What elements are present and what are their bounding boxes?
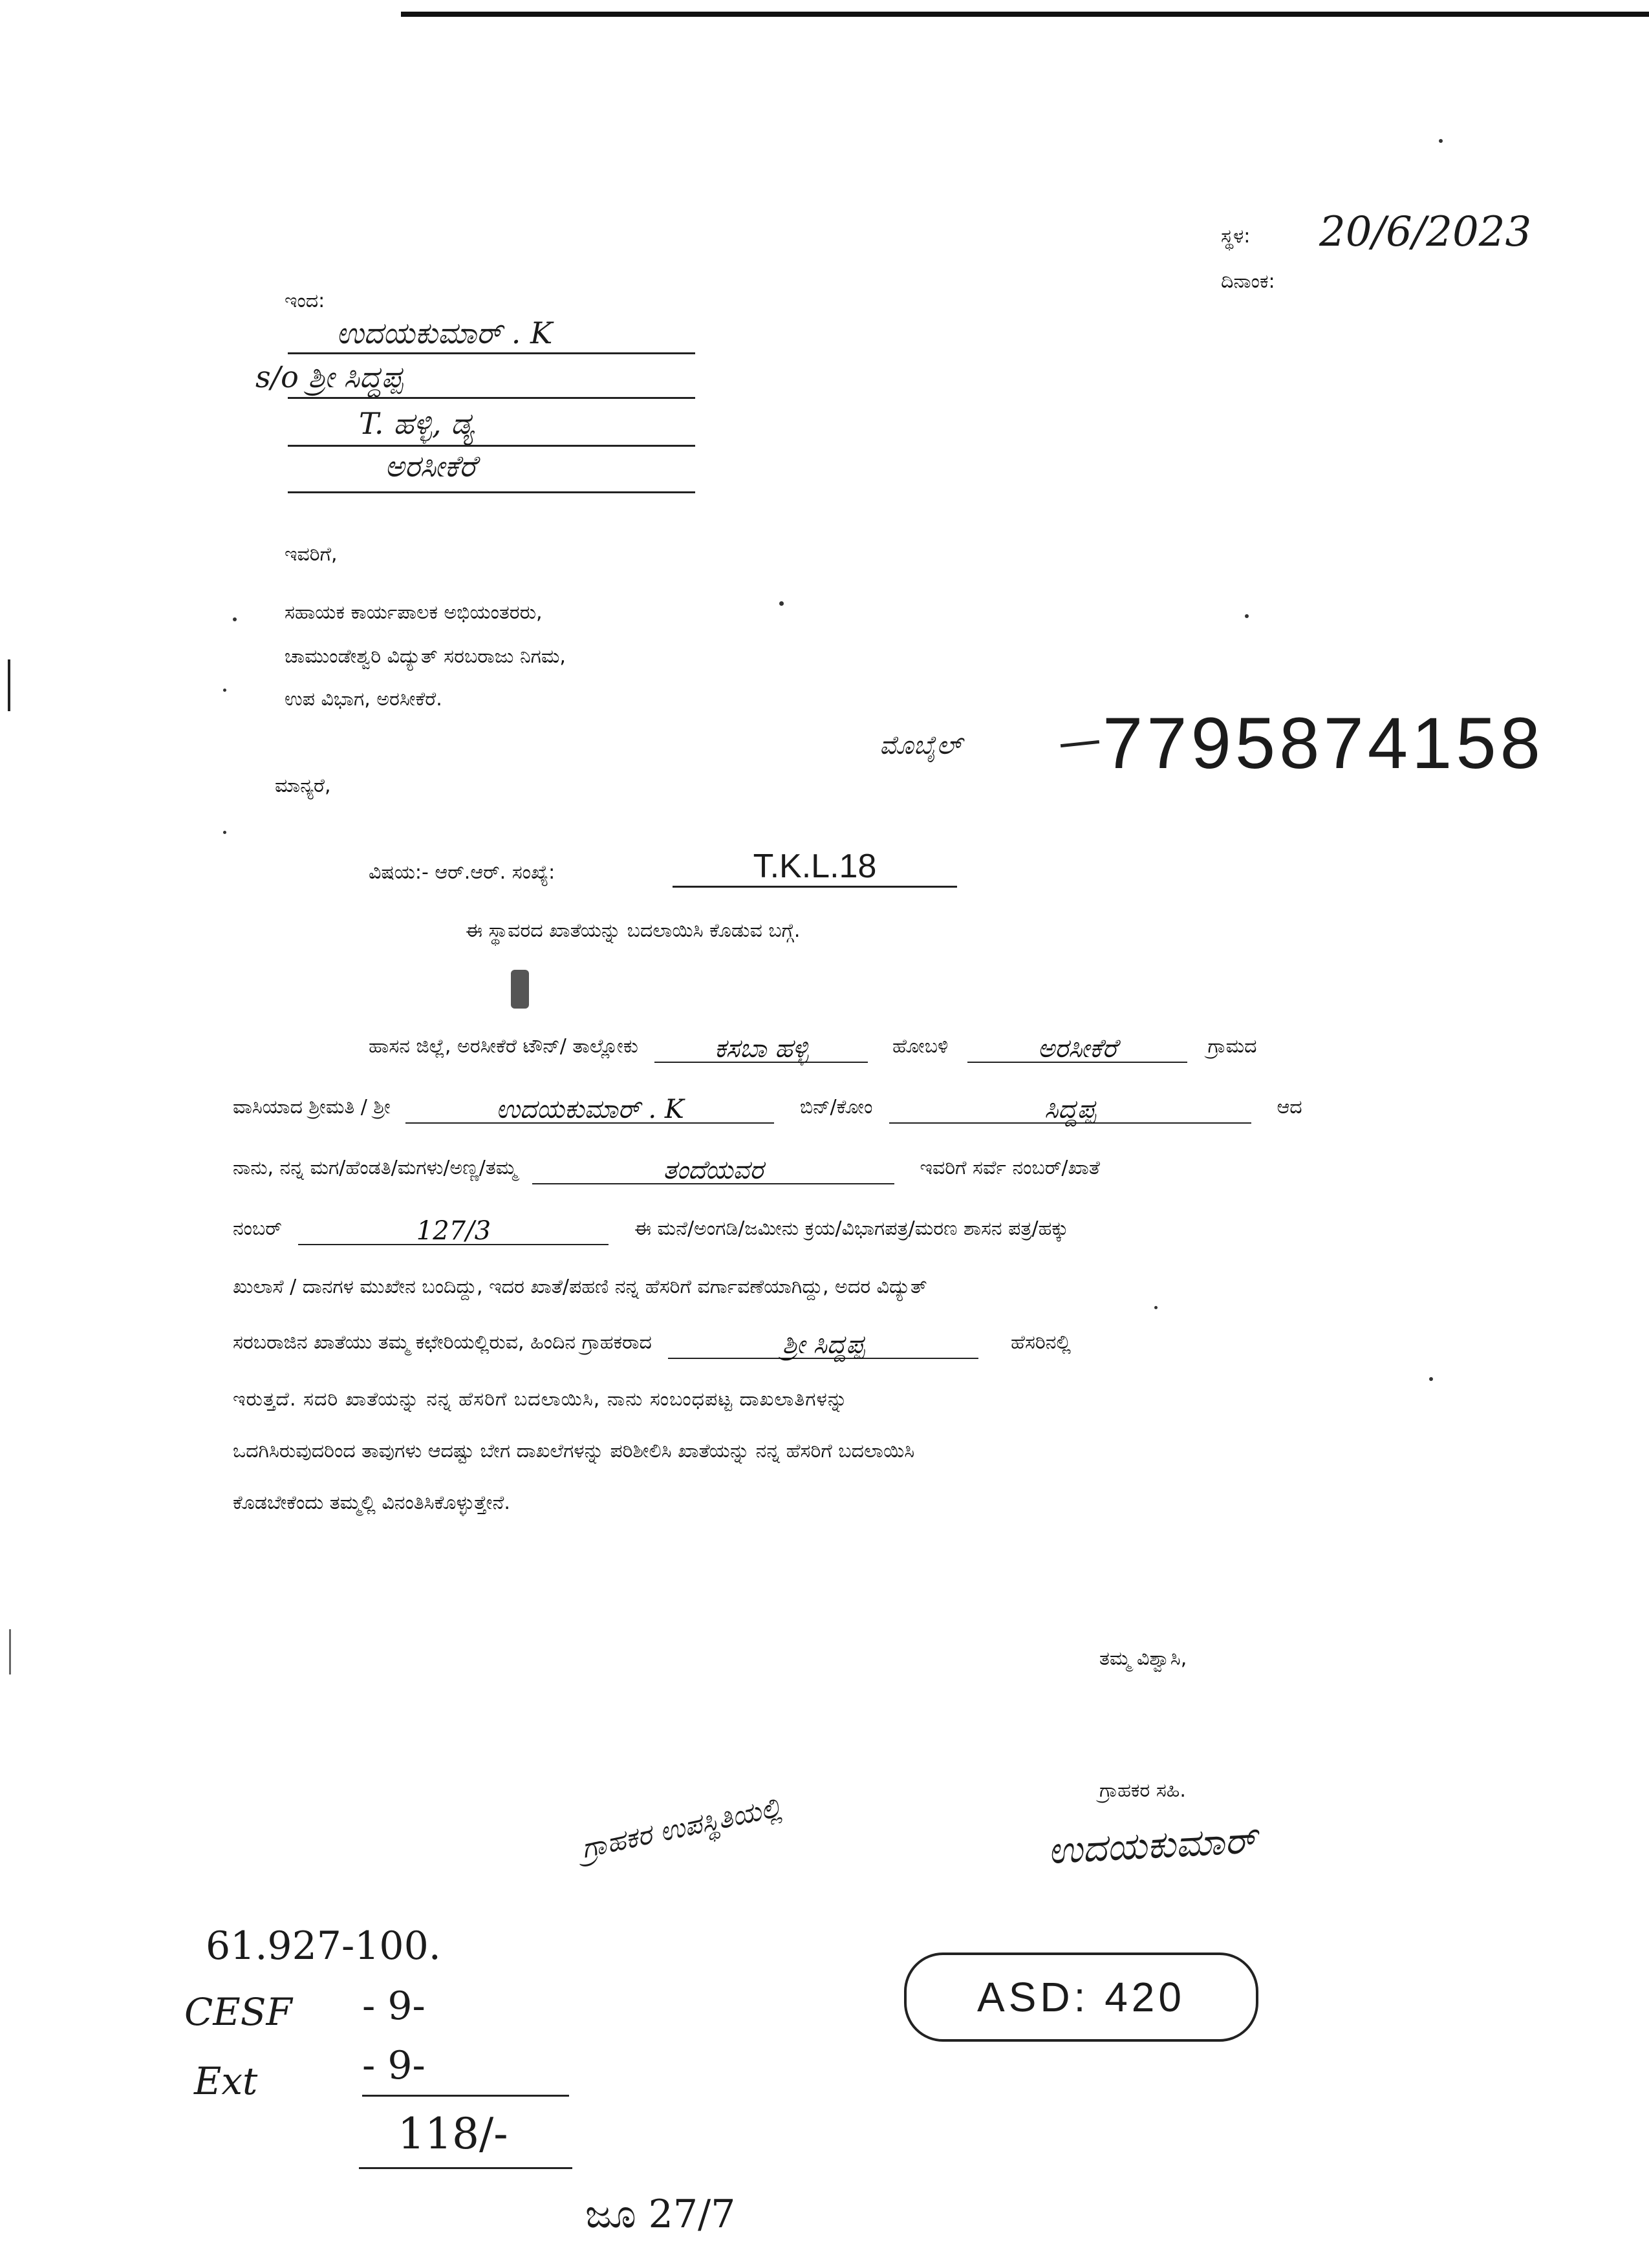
- body-line-6: [233, 1327, 1481, 1359]
- date-value: 20/6/2023: [1319, 208, 1532, 256]
- body-l3-a: ನಾನು, ನನ್ನ ಮಗ/ಹೆಂಡತಿ/ಮಗಳು/ಅಣ್ಣ/ತಮ್ಮ: [233, 1157, 517, 1179]
- rr-number: T.K.L.18: [753, 848, 877, 885]
- from-label: ಇಂದ:: [285, 290, 325, 312]
- body-l1-a: ಹಾಸನ ಜಿಲ್ಲೆ, ಅರಸೀಕೆರೆ ಟೌನ್/ ತಾಲ್ಲೋಕು: [369, 1035, 638, 1058]
- fill-hobli: ಅರಸೀಕೆರೆ: [967, 1036, 1187, 1063]
- closing: ತಮ್ಮ ವಿಶ್ವಾಸಿ,: [1099, 1647, 1187, 1670]
- customer-signature: ಉದಯಕುಮಾರ್: [1046, 1817, 1258, 1873]
- body-l3-b: ಇವರಿಗೆ ಸರ್ವೆ ನಂಬರ್/ಖಾತೆ: [920, 1157, 1100, 1179]
- body-line-8: ಒದಗಿಸಿರುವುದರಿಂದ ತಾವುಗಳು ಆದಷ್ಟು ಬೇಗ ದಾಖಲೆಗಳನ್ನು ಪರಿಶೀಲಿಸಿ ಖಾತೆಯನ್ನು ನನ್ನ ಹೆಸರಿಗೆ ಬದಲಾಯಿಸಿ: [233, 1440, 915, 1462]
- body-l1-b: ಹೋಬಳಿ: [892, 1035, 949, 1058]
- body-line-2: [233, 1091, 1481, 1124]
- scan-speck: [511, 970, 529, 1009]
- to-line-2: ಚಾಮುಂಡೇಶ್ವರಿ ವಿದ್ಯುತ್ ಸರಬರಾಜು ನಿಗಮ,: [285, 645, 566, 668]
- calc-line-1: 61.927-100.: [206, 1923, 441, 1969]
- fill-relation: ತಂದೆಯವರ: [532, 1157, 894, 1184]
- phone-prefix: ಮೊಬೈಲ್: [879, 731, 962, 760]
- body-l2-b: ಬಿನ್/ಕೋಂ: [799, 1096, 873, 1118]
- body-l4-b: ಈ ಮನೆ/ಅಂಗಡಿ/ಜಮೀನು ಕ್ರಯ/ವಿಭಾಗಪತ್ರ/ಮರಣ ಶಾಸನ ಪತ್ರ/ಹಕ್ಕು: [634, 1217, 1069, 1240]
- handwritten-note-1: ಗ್ರಾಹಕರ ಉಪಸ್ಥಿತಿಯಲ್ಲಿ: [578, 1791, 784, 1865]
- calc-total-rule: [362, 2095, 569, 2097]
- scan-speck: [779, 601, 784, 606]
- calc-line-3-value: - 9-: [362, 2043, 426, 2088]
- fill-previous-consumer: ಶ್ರೀ ಸಿದ್ದಪ್ಪ: [668, 1332, 978, 1359]
- to-label: ಇವರಿಗೆ,: [285, 543, 338, 566]
- body-l4-a: ನಂಬರ್: [233, 1217, 282, 1240]
- calc-total-underline: [359, 2167, 572, 2169]
- date-label: ದಿನಾಂಕ:: [1221, 270, 1275, 293]
- phone-number: 7795874158: [1103, 703, 1544, 784]
- calc-total: 118/-: [398, 2109, 508, 2159]
- from-line-3: T. ಹಳ್ಳಿ, ಡ್ಯ: [359, 406, 474, 441]
- signature-label: ಗ್ರಾಹಕರ ಸಹಿ.: [1099, 1779, 1186, 1802]
- scan-speck: [1439, 139, 1443, 143]
- fill-taluk: ಕಸಬಾ ಹಳ್ಳಿ: [654, 1036, 868, 1063]
- fill-survey-number: 127/3: [298, 1218, 609, 1245]
- scan-edge-line: [8, 659, 10, 711]
- from-rule-1: [288, 352, 695, 354]
- calc-line-3-label: Ext: [194, 2059, 258, 2103]
- subject-label: ವಿಷಯ:- ಆರ್.ಆರ್. ಸಂಖ್ಯೆ:: [369, 861, 555, 884]
- body-line-5: ಖುಲಾಸೆ / ದಾನಗಳ ಮುಖೇನ ಬಂದಿದ್ದು, ಇದರ ಖಾತೆ/ಪಹಣಿ ನನ್ನ ಹೆಸರಿಗೆ ವರ್ಗಾವಣೆಯಾಗಿದ್ದು, ಅದರ ವಿದ್ಯುತ್: [233, 1276, 927, 1298]
- to-line-3: ಉಪ ವಿಭಾಗ, ಅರಸೀಕೆರೆ.: [285, 688, 442, 711]
- scan-speck: [1429, 1377, 1433, 1381]
- body-line-1: [233, 1031, 1481, 1063]
- place-label: ಸ್ಥಳ:: [1221, 225, 1251, 248]
- body-l6-a: ಸರಬರಾಜಿನ ಖಾತೆಯು ತಮ್ಮ ಕಛೇರಿಯಲ್ಲಿರುವ, ಹಿಂದಿನ ಗ್ರಾಹಕರಾದ: [233, 1331, 652, 1354]
- subject-line-2: ಈ ಸ್ಥಾವರದ ಖಾತೆಯನ್ನು ಬದಲಾಯಿಸಿ ಕೊಡುವ ಬಗ್ಗೆ.: [466, 919, 801, 942]
- top-border-line: [401, 12, 1649, 17]
- from-rule-4: [288, 491, 695, 493]
- scan-speck: [1154, 1306, 1158, 1309]
- from-line-4: ಅರಸೀಕೆರೆ: [385, 449, 477, 484]
- scan-edge-line-2: [9, 1629, 11, 1674]
- rr-number-field: [673, 847, 957, 888]
- body-l2-a: ವಾಸಿಯಾದ ಶ್ರೀಮತಿ / ಶ್ರೀ: [233, 1096, 391, 1118]
- asd-note: ASD: 420: [977, 1974, 1185, 2020]
- phone-dash: [1061, 740, 1099, 747]
- asd-note-box: [904, 1952, 1258, 2042]
- fill-father: ಸಿದ್ದಪ್ಪ: [889, 1097, 1251, 1124]
- calc-line-2-label: CESF: [184, 1990, 292, 2034]
- bottom-note: ಜೂ 27/7: [585, 2192, 736, 2237]
- body-line-3: [233, 1152, 1481, 1184]
- scan-speck: [223, 689, 226, 692]
- scan-speck: [233, 617, 237, 621]
- body-l2-c: ಆದ: [1277, 1096, 1302, 1118]
- body-line-4: [233, 1213, 1481, 1245]
- from-line-1: ಉದಯಕುಮಾರ್ . K: [336, 316, 553, 350]
- from-line-2: s/o ಶ್ರೀ ಸಿದ್ದಪ್ಪ: [255, 359, 403, 394]
- body-l6-b: ಹೆಸರಿನಲ್ಲಿ: [1010, 1331, 1072, 1354]
- fill-applicant: ಉದಯಕುಮಾರ್ . K: [405, 1097, 774, 1124]
- body-line-7: ಇರುತ್ತದೆ. ಸದರಿ ಖಾತೆಯನ್ನು ನನ್ನ ಹೆಸರಿಗೆ ಬದಲಾಯಿಸಿ, ನಾನು ಸಂಬಂಧಪಟ್ಟ ದಾಖಲಾತಿಗಳನ್ನು: [233, 1388, 848, 1411]
- salutation: ಮಾನ್ಯರೆ,: [275, 775, 331, 797]
- from-rule-2: [288, 397, 695, 399]
- from-rule-3: [288, 445, 695, 447]
- to-line-1: ಸಹಾಯಕ ಕಾರ್ಯಪಾಲಕ ಅಭಿಯಂತರರು,: [285, 601, 543, 624]
- scan-speck: [1245, 614, 1249, 618]
- body-l1-c: ಗ್ರಾಮದ: [1207, 1035, 1257, 1058]
- body-line-9: ಕೊಡಬೇಕೆಂದು ತಮ್ಮಲ್ಲಿ ವಿನಂತಿಸಿಕೊಳ್ಳುತ್ತೇನೆ.: [233, 1492, 510, 1514]
- scan-speck: [223, 831, 226, 834]
- calc-line-2-value: - 9-: [362, 1984, 426, 2029]
